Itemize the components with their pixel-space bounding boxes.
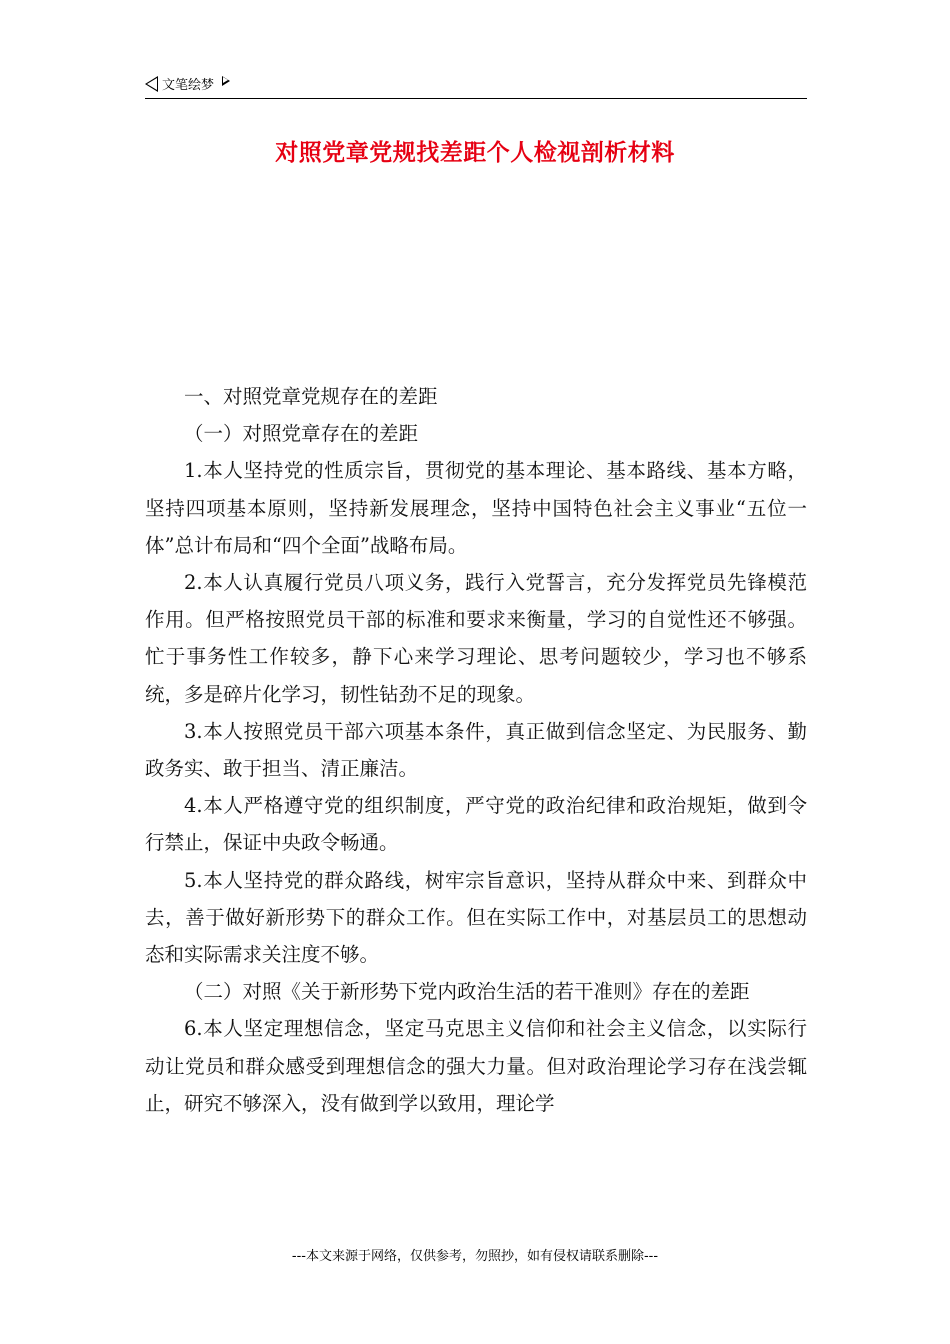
page-header	[145, 72, 807, 99]
brand-name: 文笔绘梦	[162, 78, 215, 93]
document-body	[145, 378, 807, 1122]
paragraph: 4.本人严格遵守党的组织制度，严守党的政治纪律和政治规矩，做到令行禁止，保证中央政令畅通。	[145, 794, 807, 855]
subsection-heading: （一）对照党章存在的差距	[184, 422, 419, 446]
triangle-right-outline-icon	[222, 76, 230, 86]
paragraph: 6.本人坚定理想信念，坚定马克思主义信仰和社会主义信念，以实际行动让党员和群众感受到理想信念的强大力量。但对政治理论学习存在浅尝辄止，研究不够深入，没有做到学以致用，理论学	[145, 1017, 807, 1115]
triangle-left-outline-icon	[145, 76, 158, 92]
paragraph: 1.本人坚持党的性质宗旨，贯彻党的基本理论、基本路线、基本方略，坚持四项基本原则，坚持新发展理念，坚持中国特色社会主义事业“五位一体”总计布局和“四个全面”战略布局。	[145, 459, 807, 557]
header-brand	[145, 74, 230, 93]
section-heading: 一、对照党章党规存在的差距	[184, 385, 438, 408]
paragraph: 5.本人坚持党的群众路线，树牢宗旨意识，坚持从群众中来、到群众中去，善于做好新形势下的群众工作。但在实际工作中，对基层员工的思想动态和实际需求关注度不够。	[145, 868, 807, 967]
document-title: 对照党章党规找差距个人检视剖析材料	[275, 140, 675, 166]
subsection-heading: （二）对照《关于新形势下党内政治生活的若干准则》存在的差距	[184, 980, 750, 1004]
page-footer: ---本文来源于网络，仅供参考，勿照抄，如有侵权请联系删除---	[291, 1249, 659, 1264]
paragraph: 2.本人认真履行党员八项义务，践行入党誓言，充分发挥党员先锋模范作用。但严格按照党员干部的标准和要求来衡量，学习的自觉性还不够强。忙于事务性工作较多，静下心来学习理论、思考问题较少，学习也不够系统，多是碎片化学习，韧性钻劲不足的现象。	[145, 571, 807, 706]
paragraph: 3.本人按照党员干部六项基本条件，真正做到信念坚定、为民服务、勤政务实、敢于担当、清正廉洁。	[145, 719, 807, 781]
